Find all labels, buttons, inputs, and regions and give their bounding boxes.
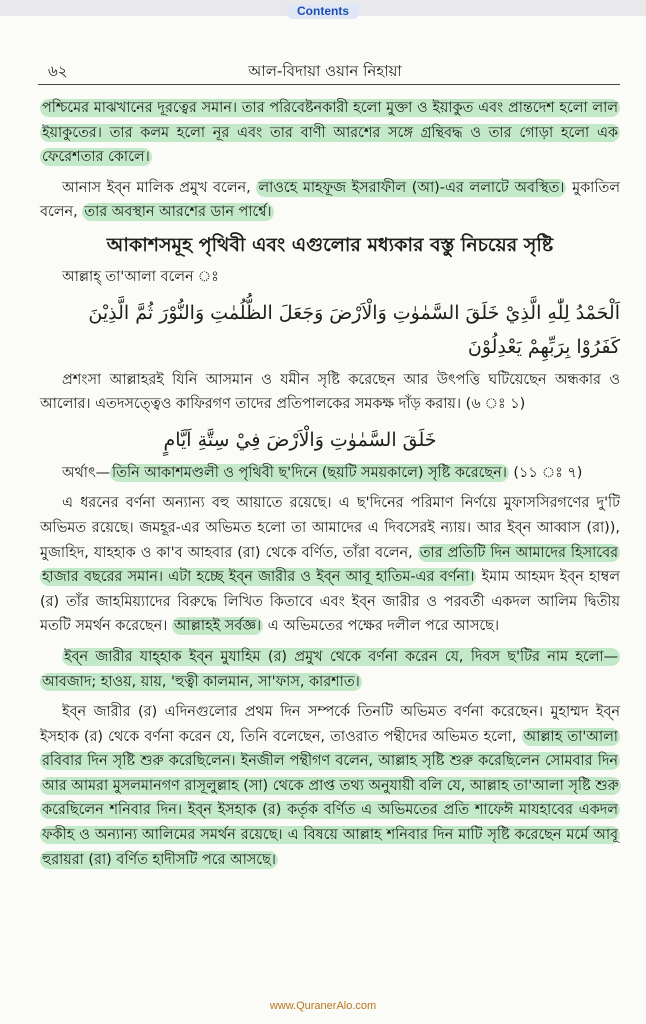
paragraph-3: প্রশংসা আল্লাহরই যিনি আসমান ও যমীন সৃষ্টি করেছেন আর উৎপত্তি ঘটিয়েছেন অন্ধকার ও আলোর। এতদসত্ত্বেও কাফিরগণ তাদের প্রতিপালকের সমকক্ষ দাঁড় করায়। (৬ ঃ ১) — [40, 371, 620, 413]
running-title: আল-বিদায়া ওয়ান নিহায়া — [248, 62, 402, 80]
text-run: মুকাতিল বলেন, — [40, 179, 620, 221]
page-number: ৬২ — [48, 62, 68, 80]
allah-says-line: আল্লাহ্ তা'আলা বলেন ঃ — [62, 268, 219, 285]
arabic-verse-2: خَلَقَ السَّمٰوٰتِ وَالْاَرْضَ فِيْ سِتَّةِ اَيَّامٍ — [163, 428, 437, 451]
arabic-verse-1: اَلْحَمْدُ لِلّٰهِ الَّذِيْ خَلَقَ السَّمٰوٰتِ وَالْاَرْضَ وَجَعَلَ الظُّلُمٰتِ وَالنُّوْرَ ثُمَّ الَّذِيْنَ كَفَرُوْا بِرَبِّهِمْ يَعْدِلُوْنَ — [88, 301, 620, 358]
paragraph-1 — [40, 96, 620, 170]
highlight: লাওহে মাহফূজ ইসরাফীল (আ)-এর ললাটে অবস্থিত। — [258, 179, 565, 196]
book-page — [30, 60, 620, 980]
text-run: ইব্‌ন জারীর (র) এদিনগুলোর প্রথম দিন সম্পর্কে তিনটি অভিমত বর্ণনা করেছেন। মুহাম্মদ ইব্‌ন ইসহাক (র) থেকে বর্ণনা করেন যে, তিনি বলেছেন, তাওরাত পন্থীদের অভিমত হলো, — [40, 704, 620, 745]
text-run: ইমাম আহমদ ইব্‌ন হাম্বল (র) তাঁর জাহমিয়্যাদের বিরুদ্ধে লিখিত কিতাবে এবং ইব্‌ন জারীর ও পরবর্তী একদল আলিম দ্বিতীয় মতটি সমর্থন করেছেন। — [40, 569, 621, 635]
paragraph-7 — [40, 700, 620, 872]
highlight: পশ্চিমের মাঝখানের দূরত্বের সমান। তার পরিবেষ্টনকারী হলো মুক্তা ও ইয়াকুত এবং প্রান্তদেশ হলো লাল ইয়াকুতের। তার কলম হলো নূর এবং তার বাণী আরশের সঙ্গে গ্রন্থিবদ্ধ ও তার গোড়া হলো এক ফেরেশতার কোলে। — [42, 100, 618, 166]
site-watermark: www.QuranerAlo.com — [269, 1000, 377, 1012]
top-toolbar — [0, 0, 646, 16]
page-body — [40, 96, 620, 878]
text-run: এ ধরনের বর্ণনা অন্যান্য বহু আয়াতে রয়েছে। এ ছ'দিনের পরিমাণ নির্ণয়ে মুফাসসিরগণের দু'টি অভিমত রয়েছে। জমহূর-এর অভিমত হলো তা আমাদের এ দিবসেরই ন্যায়। আর ইব্‌ন আব্বাস (রা)), মুজাহিদ, যাহহাক ও কা'ব আহবার (রা) থেকে বর্ণিত, তাঁরা বলেন, — [40, 495, 620, 561]
text-run: অর্থাৎ— — [62, 464, 111, 481]
text-run: (১১ ঃ ৭) — [508, 464, 583, 481]
paragraph-6 — [40, 645, 620, 694]
text-run: এ অভিমতের পক্ষের দলীল পরে আসছে। — [263, 618, 499, 635]
section-heading: আকাশসমূহ পৃথিবী এবং এগুলোর মধ্যকার বস্তু নিচয়ের সৃষ্টি — [106, 233, 554, 256]
paragraph-2 — [40, 176, 620, 225]
text-run: আনাস ইব্‌ন মালিক প্রমুখ বলেন, — [62, 179, 257, 196]
highlight: আল্লাহই সর্বজ্ঞ। — [173, 618, 262, 635]
page-header — [30, 60, 620, 82]
paragraph-4 — [40, 461, 620, 486]
paragraph-5 — [40, 491, 620, 639]
highlight: তিনি আকাশমণ্ডলী ও পৃথিবী ছ'দিনে (ছয়টি সময়কালে) সৃষ্টি করেছেন। — [112, 464, 507, 481]
highlight: তার অবস্থান আরশের ডান পার্শ্বে। — [84, 204, 272, 221]
contents-button[interactable]: Contents — [287, 4, 359, 19]
highlight: তার প্রতিটি দিন আমাদের হিসাবের হাজার বছরের সমান। এটা হচ্ছে ইব্‌ন জারীর ও ইব্‌ন আবূ হাতিম-এর বর্ণনা। — [42, 544, 618, 586]
highlight: আল্লাহ তা'আলা রবিবার দিন সৃষ্টি শুরু করেছিলেন। ইনজীল পন্থীগণ বলেন, আল্লাহ সৃষ্টি শুরু করেছিলেন সোমবার দিন আর আমরা মুসলমানগণ রাসূলুল্লাহ (সা) থেকে প্রাপ্ত তথ্য অনুযায়ী বলি যে, আল্লাহ তা'আলা সৃষ্টি শুরু করেছিলেন শনিবার দিন। ইব্‌ন ইসহাক (র) কর্তৃক বর্ণিত এ অভিমতের প্রতি শাফেঈ মাযহাবের একদল ফকীহ ও অন্যান্য আলিমের সমর্থন রয়েছে। এ বিষয়ে আল্লাহ শনিবার দিন মাটি সৃষ্টি করেছেন মর্মে আবূ হুরায়রা (রা) বর্ণিত হাদীসটি পরে আসছে। — [42, 728, 619, 868]
header-divider — [38, 84, 620, 85]
highlight: ইব্‌ন জারীর যাহ্হাক ইব্‌ন মুযাহিম (র) প্রমুখ থেকে বর্ণনা করেন যে, দিবস ছ'টির নাম হলো—আবজাদ; হাওয়, য়ায়, 'হুত্বী কালমান, সা'ফাস, কারশাত। — [42, 648, 618, 690]
